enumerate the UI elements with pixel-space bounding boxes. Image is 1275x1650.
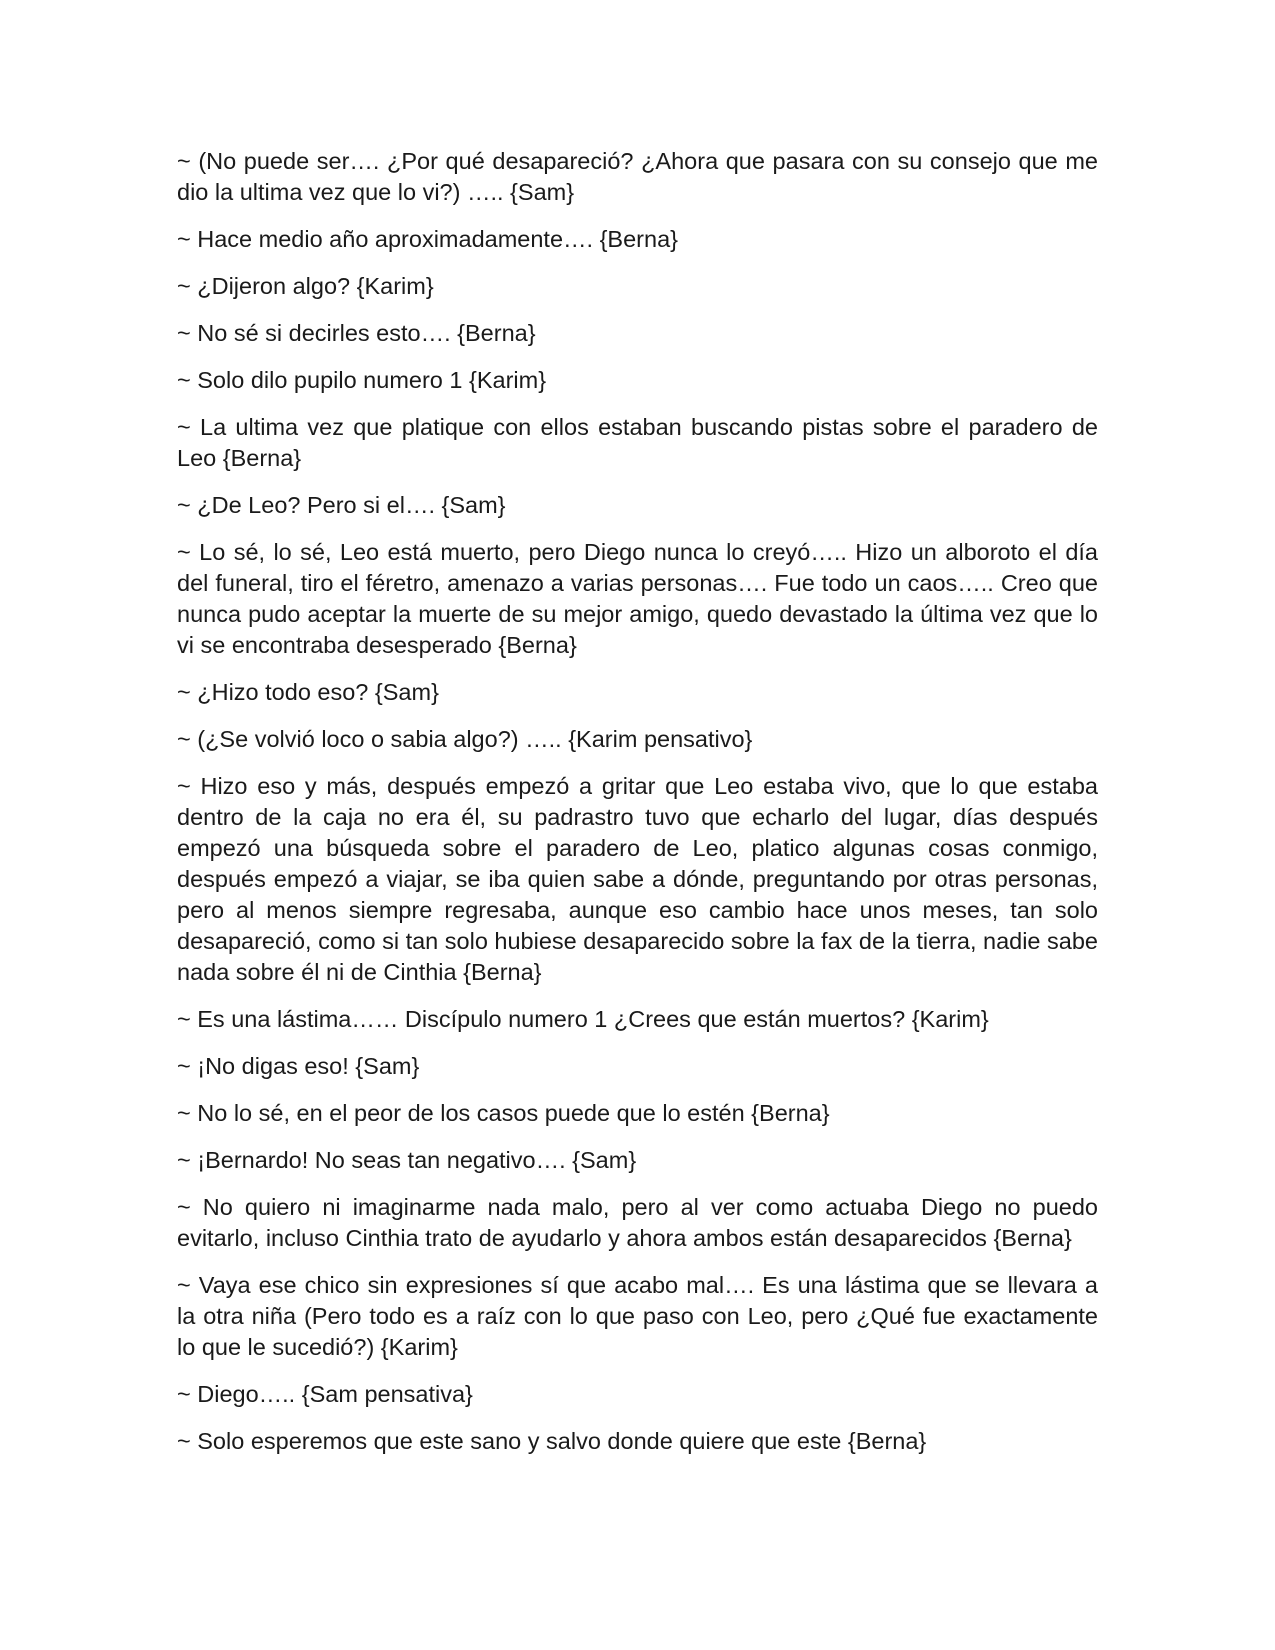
dialogue-line-2: ~ Hace medio año aproximadamente…. {Berna}	[177, 226, 678, 252]
dialogue-line-17: ~ Vaya ese chico sin expresiones sí que acabo mal…. Es una lástima que se llevara a la otra niña (Pero todo es a raíz con lo que paso con Leo, pero ¿Qué fue exactamente lo que le sucedió?) {Karim}	[177, 1272, 1098, 1360]
dialogue-line-10: ~ (¿Se volvió loco o sabia algo?) ….. {Karim pensativo}	[177, 726, 753, 752]
dialogue-line-7: ~ ¿De Leo? Pero si el…. {Sam}	[177, 492, 506, 518]
dialogue-line-19: ~ Solo esperemos que este sano y salvo donde quiere que este {Berna}	[177, 1428, 927, 1454]
dialogue-line-18: ~ Diego….. {Sam pensativa}	[177, 1381, 473, 1407]
dialogue-line-14: ~ No lo sé, en el peor de los casos puede que lo estén {Berna}	[177, 1100, 830, 1126]
dialogue-line-5: ~ Solo dilo pupilo numero 1 {Karim}	[177, 367, 547, 393]
dialogue-line-6: ~ La ultima vez que platique con ellos estaban buscando pistas sobre el paradero de Leo {Berna}	[177, 414, 1098, 471]
document-body	[177, 146, 1098, 1473]
dialogue-line-12: ~ Es una lástima…… Discípulo numero 1 ¿Crees que están muertos? {Karim}	[177, 1006, 989, 1032]
dialogue-line-16: ~ No quiero ni imaginarme nada malo, pero al ver como actuaba Diego no puedo evitarlo, incluso Cinthia trato de ayudarlo y ahora ambos están desaparecidos {Berna}	[177, 1194, 1098, 1251]
dialogue-line-13: ~ ¡No digas eso! {Sam}	[177, 1053, 420, 1079]
dialogue-line-3: ~ ¿Dijeron algo? {Karim}	[177, 273, 434, 299]
dialogue-line-8: ~ Lo sé, lo sé, Leo está muerto, pero Diego nunca lo creyó….. Hizo un alboroto el día del funeral, tiro el féretro, amenazo a varias personas…. Fue todo un caos….. Creo que nunca pudo aceptar la muerte de su mejor amigo, quedo devastado la última vez que lo vi se encontraba desesperado {Berna}	[177, 539, 1098, 658]
dialogue-line-11: ~ Hizo eso y más, después empezó a gritar que Leo estaba vivo, que lo que estaba dentro de la caja no era él, su padrastro tuvo que echarlo del lugar, días después empezó una búsqueda sobre el paradero de Leo, platico algunas cosas conmigo, después empezó a viajar, se iba quien sabe a dónde, preguntando por otras personas, pero al menos siempre regresaba, aunque eso cambio hace unos meses, tan solo desapareció, como si tan solo hubiese desaparecido sobre la fax de la tierra, nadie sabe nada sobre él ni de Cinthia {Berna}	[177, 773, 1098, 985]
dialogue-line-4: ~ No sé si decirles esto…. {Berna}	[177, 320, 536, 346]
dialogue-line-9: ~ ¿Hizo todo eso? {Sam}	[177, 679, 439, 705]
dialogue-line-15: ~ ¡Bernardo! No seas tan negativo…. {Sam}	[177, 1147, 637, 1173]
dialogue-line-1: ~ (No puede ser…. ¿Por qué desapareció? ¿Ahora que pasara con su consejo que me dio la ultima vez que lo vi?) ….. {Sam}	[177, 148, 1098, 205]
